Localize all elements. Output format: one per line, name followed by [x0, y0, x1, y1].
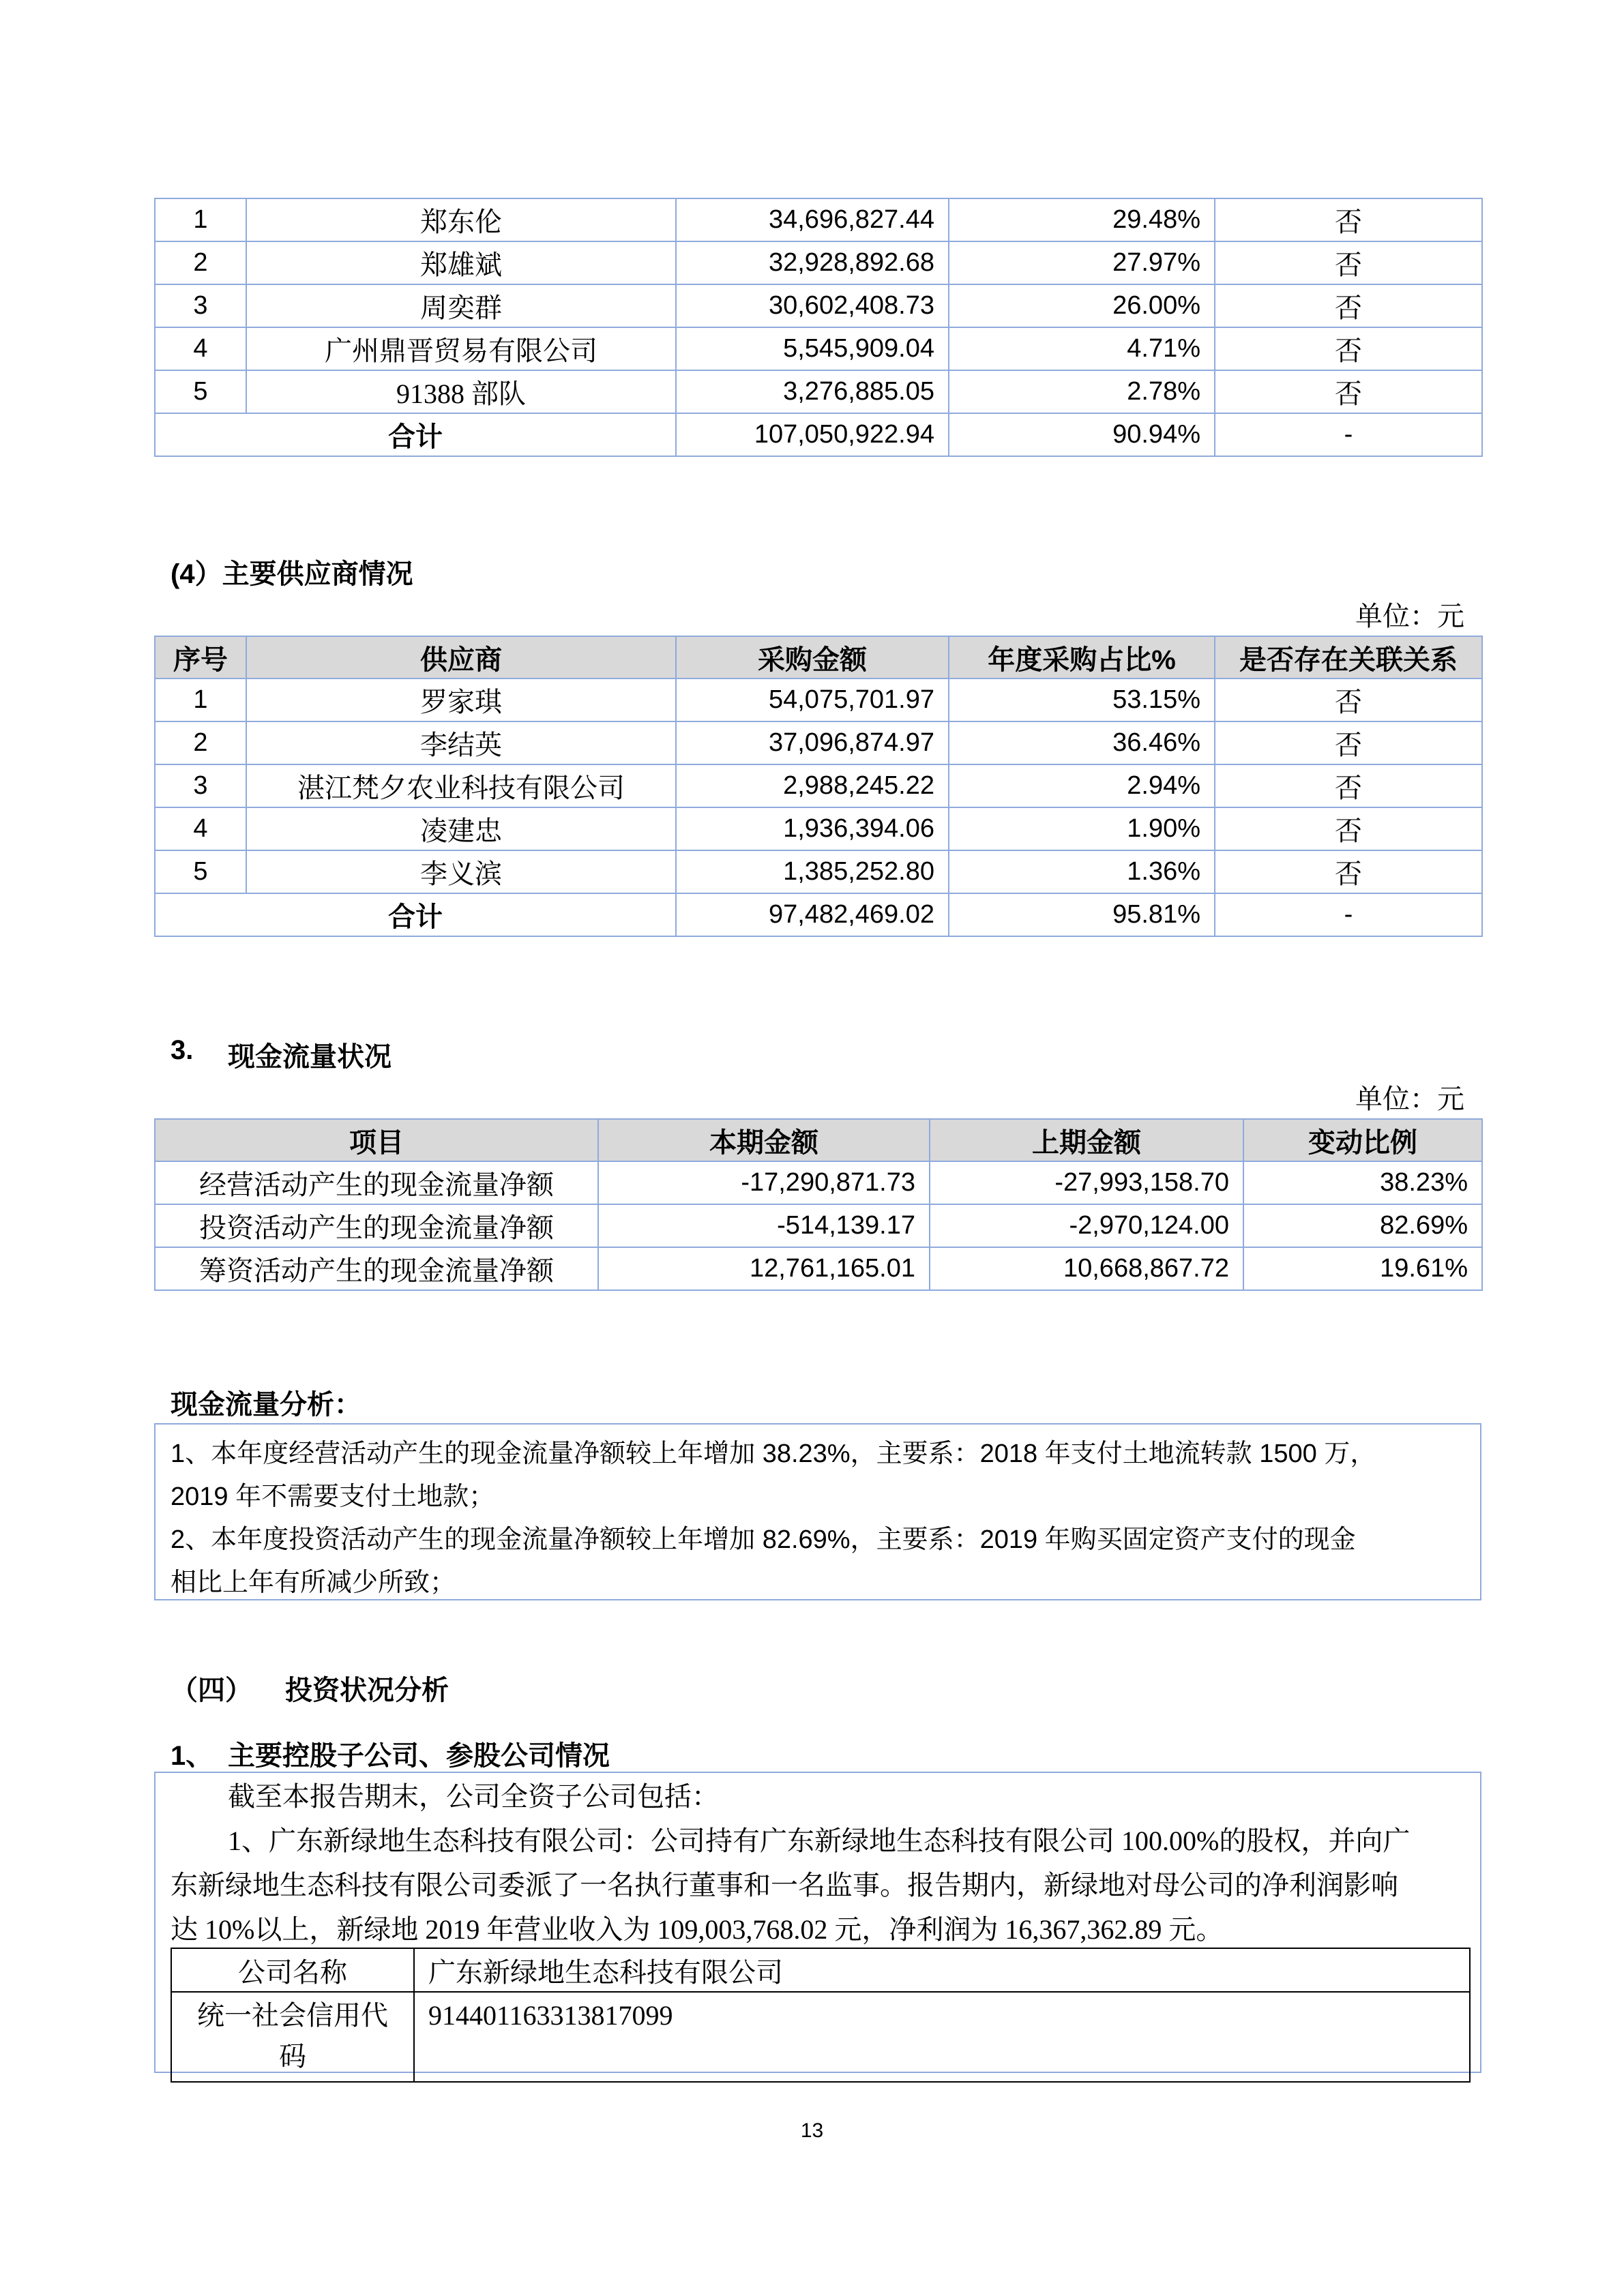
table-row: [155, 370, 1482, 413]
cell-amount: 30,602,408.73: [676, 284, 949, 327]
cell-no: 2: [155, 721, 246, 764]
cell-name: 湛江梵夕农业科技有限公司: [246, 764, 676, 807]
cashflow-unit: 单位：元: [1355, 1084, 1464, 1114]
header-supplier: 供应商: [246, 636, 676, 679]
cell-change: 38.23%: [1243, 1161, 1482, 1204]
suppliers-unit: 单位：元: [1355, 601, 1464, 631]
table-header-row: [155, 1119, 1482, 1161]
cell-name: 李结英: [246, 721, 676, 764]
table-row: [155, 284, 1482, 327]
header-change: 变动比例: [1243, 1119, 1482, 1161]
table-row: [155, 1204, 1482, 1247]
cell-name: 罗家琪: [246, 679, 676, 721]
cell-name: 广州鼎晋贸易有限公司: [246, 327, 676, 370]
cell-related: 否: [1215, 327, 1482, 370]
table-total-row: [155, 413, 1482, 456]
cell-current: -17,290,871.73: [598, 1161, 930, 1204]
table-header-row: [155, 636, 1482, 679]
header-current: 本期金额: [598, 1119, 930, 1161]
investment-sub-number: 1、: [171, 1741, 213, 1771]
cell-no: 3: [155, 284, 246, 327]
cell-related: 否: [1215, 241, 1482, 284]
table-row: [155, 327, 1482, 370]
cell-ratio: 2.94%: [949, 764, 1215, 807]
credit-code-label-line2: 码: [279, 2041, 306, 2072]
cashflow-table: [154, 1118, 1483, 1291]
header-item: 项目: [155, 1119, 598, 1161]
table-row: [155, 198, 1482, 241]
cell-ratio: 27.97%: [949, 241, 1215, 284]
cell-amount: 1,385,252.80: [676, 850, 949, 893]
cell-amount: 54,075,701.97: [676, 679, 949, 721]
investment-section-title: 投资状况分析: [285, 1675, 449, 1705]
suppliers-heading: (4）主要供应商情况: [171, 559, 413, 589]
table-row: [155, 850, 1482, 893]
total-related: -: [1215, 413, 1482, 456]
cell-current: -514,139.17: [598, 1204, 930, 1247]
table-row: [155, 764, 1482, 807]
cell-related: 否: [1215, 284, 1482, 327]
table-row: [155, 241, 1482, 284]
table-row: [155, 679, 1482, 721]
header-previous: 上期金额: [930, 1119, 1243, 1161]
cell-no: 4: [155, 807, 246, 850]
cell-no: 4: [155, 327, 246, 370]
cell-ratio: 1.90%: [949, 807, 1215, 850]
cell-related: 否: [1215, 721, 1482, 764]
cell-amount: 3,276,885.05: [676, 370, 949, 413]
table-row: [155, 1247, 1482, 1290]
cell-related: 否: [1215, 370, 1482, 413]
cell-no: 2: [155, 241, 246, 284]
credit-code-label: [171, 1992, 414, 2082]
header-ratio: 年度采购占比%: [949, 636, 1215, 679]
cell-no: 1: [155, 198, 246, 241]
table-row: [171, 1948, 1470, 1992]
cell-no: 3: [155, 764, 246, 807]
cell-ratio: 4.71%: [949, 327, 1215, 370]
header-no: 序号: [155, 636, 246, 679]
cashflow-heading-number: 3.: [171, 1035, 194, 1065]
table-row: [155, 721, 1482, 764]
cell-ratio: 26.00%: [949, 284, 1215, 327]
table-row: [155, 1161, 1482, 1204]
cell-name: 91388 部队: [246, 370, 676, 413]
total-label: 合计: [155, 413, 676, 456]
cell-name: 周奕群: [246, 284, 676, 327]
cell-amount: 5,545,909.04: [676, 327, 949, 370]
cell-no: 1: [155, 679, 246, 721]
header-related: 是否存在关联关系: [1215, 636, 1482, 679]
page-number: 13: [800, 2119, 824, 2142]
credit-code-value: 914401163313817099: [414, 1992, 1470, 2082]
credit-code-label-line1: 统一社会信用代: [197, 2000, 388, 2031]
customers-table: [154, 198, 1483, 457]
cell-previous: -2,970,124.00: [930, 1204, 1243, 1247]
cell-ratio: 2.78%: [949, 370, 1215, 413]
suppliers-table: [154, 636, 1483, 937]
cell-previous: 10,668,867.72: [930, 1247, 1243, 1290]
cell-amount: 37,096,874.97: [676, 721, 949, 764]
table-total-row: [155, 893, 1482, 936]
table-row: [171, 1992, 1470, 2082]
cell-name: 凌建忠: [246, 807, 676, 850]
investment-line3: 东新绿地生态科技有限公司委派了一名执行董事和一名监事。报告期内，新绿地对母公司的净利润影响: [171, 1870, 1398, 1900]
company-name-value: 广东新绿地生态科技有限公司: [414, 1948, 1470, 1992]
cell-ratio: 36.46%: [949, 721, 1215, 764]
header-amount: 采购金额: [676, 636, 949, 679]
cell-amount: 32,928,892.68: [676, 241, 949, 284]
cell-no: 5: [155, 850, 246, 893]
total-related: -: [1215, 893, 1482, 936]
investment-line1: 截至本报告期末，公司全资子公司包括：: [228, 1781, 719, 1812]
total-label: 合计: [155, 893, 676, 936]
cell-related: 否: [1215, 679, 1482, 721]
investment-sub-title: 主要控股子公司、参股公司情况: [228, 1741, 610, 1771]
cell-name: 李义滨: [246, 850, 676, 893]
cell-amount: 34,696,827.44: [676, 198, 949, 241]
investment-section-number: （四）: [171, 1675, 252, 1705]
cell-ratio: 53.15%: [949, 679, 1215, 721]
cell-name: 郑雄斌: [246, 241, 676, 284]
company-name-label: 公司名称: [171, 1948, 414, 1992]
cell-change: 19.61%: [1243, 1247, 1482, 1290]
cell-related: 否: [1215, 764, 1482, 807]
cashflow-heading: 现金流量状况: [228, 1042, 392, 1072]
table-row: [155, 807, 1482, 850]
analysis-box: [154, 1423, 1481, 1600]
cell-item: 经营活动产生的现金流量净额: [155, 1161, 598, 1204]
cell-previous: -27,993,158.70: [930, 1161, 1243, 1204]
cell-related: 否: [1215, 850, 1482, 893]
total-ratio: 95.81%: [949, 893, 1215, 936]
cell-related: 否: [1215, 198, 1482, 241]
analysis-p2-line1: 2、本年度投资活动产生的现金流量净额较上年增加 82.69%，主要系：2019 年购买固定资产支付的现金: [171, 1525, 1356, 1554]
investment-line4: 达 10%以上，新绿地 2019 年营业收入为 109,003,768.02 元，净利润为 16,367,362.89 元。: [171, 1914, 1224, 1945]
cell-ratio: 29.48%: [949, 198, 1215, 241]
analysis-p1-line1: 1、本年度经营活动产生的现金流量净额较上年增加 38.23%，主要系：2018 年支付土地流转款 1500 万，: [171, 1440, 1376, 1468]
cell-related: 否: [1215, 807, 1482, 850]
cell-no: 5: [155, 370, 246, 413]
investment-line2: 1、广东新绿地生态科技有限公司：公司持有广东新绿地生态科技有限公司 100.00%的股权，并向广: [228, 1825, 1411, 1856]
cell-current: 12,761,165.01: [598, 1247, 930, 1290]
analysis-p2-line2: 相比上年有所减少所致；: [171, 1568, 456, 1597]
analysis-p1-line2: 2019 年不需要支付土地款；: [171, 1482, 495, 1511]
cell-change: 82.69%: [1243, 1204, 1482, 1247]
cell-ratio: 1.36%: [949, 850, 1215, 893]
cell-amount: 1,936,394.06: [676, 807, 949, 850]
investment-box: [154, 1772, 1481, 2073]
cell-item: 筹资活动产生的现金流量净额: [155, 1247, 598, 1290]
subsidiary-table: [171, 1948, 1471, 2083]
cell-amount: 2,988,245.22: [676, 764, 949, 807]
analysis-heading: 现金流量分析：: [171, 1390, 361, 1420]
total-ratio: 90.94%: [949, 413, 1215, 456]
cell-name: 郑东伦: [246, 198, 676, 241]
cell-item: 投资活动产生的现金流量净额: [155, 1204, 598, 1247]
total-amount: 107,050,922.94: [676, 413, 949, 456]
total-amount: 97,482,469.02: [676, 893, 949, 936]
